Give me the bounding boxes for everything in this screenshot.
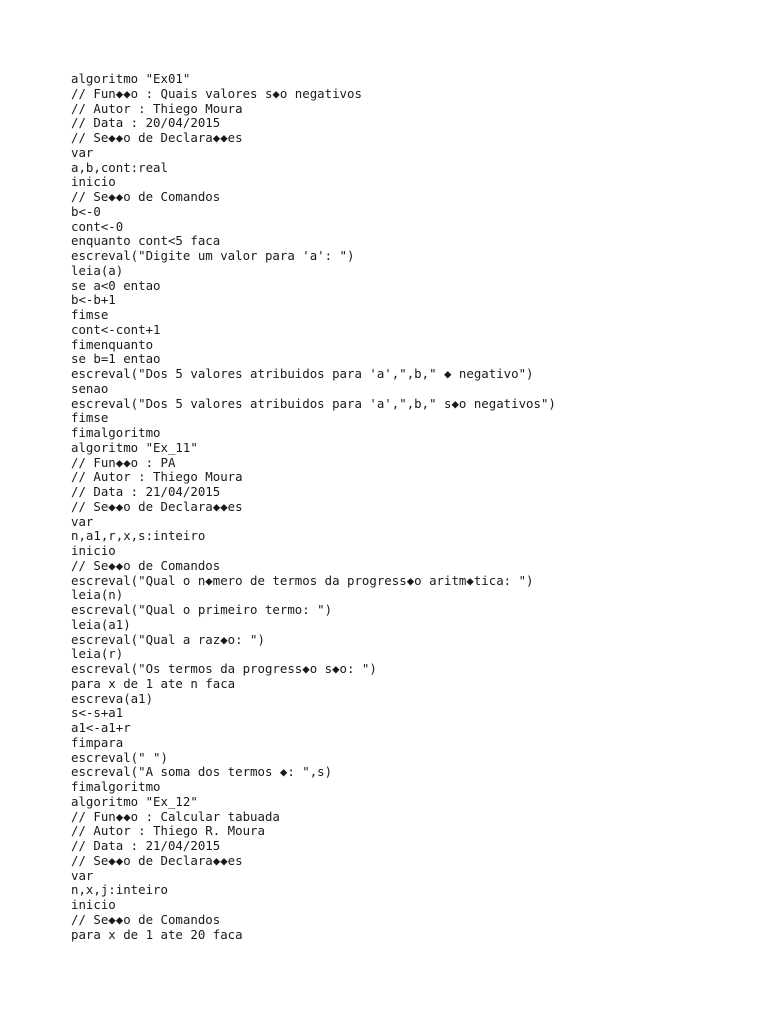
code-line: leia(r) [71, 646, 124, 662]
code-line: fimpara [71, 734, 124, 750]
code-line: fimalgoritmo [71, 425, 161, 440]
code-line: var [71, 144, 94, 160]
code-line: fimse [71, 410, 109, 426]
code-line: fimalgoritmo [71, 779, 161, 794]
code-line: escreval("Qual a raz◆o: ") [71, 631, 265, 647]
code-line: // Data : 21/04/2015 [71, 484, 221, 499]
code-line: escreval("Digite um valor para 'a': ") [71, 248, 355, 263]
code-line: n,a1,r,x,s:inteiro [71, 528, 206, 544]
code-line: // Autor : Thiego Moura [71, 469, 243, 485]
code-line: inicio [71, 543, 116, 558]
code-line: inicio [71, 897, 116, 912]
code-line: algoritmo "Ex01" [71, 71, 191, 86]
code-line: cont<-cont+1 [71, 321, 161, 337]
code-line: // Data : 20/04/2015 [71, 115, 221, 131]
code-line: escreval(" ") [71, 749, 168, 765]
code-line: var [71, 867, 94, 883]
code-line: se a<0 entao [71, 277, 161, 293]
code-line: escreva(a1) [71, 690, 154, 706]
code-line: leia(a) [71, 262, 124, 278]
code-line: b<-0 [71, 203, 101, 219]
code-line: a1<-a1+r [71, 720, 131, 735]
code-line: leia(a1) [71, 616, 131, 632]
code-line: // Fun◆◆o : Quais valores s◆o negativos [71, 85, 362, 101]
code-line: // Se◆◆o de Comandos [71, 911, 221, 927]
code-line: algoritmo "Ex_11" [71, 439, 198, 455]
code-line: cont<-0 [71, 218, 124, 234]
code-line: n,x,j:inteiro [71, 882, 168, 898]
code-line: // Fun◆◆o : Calcular tabuada [71, 808, 280, 824]
code-line: para x de 1 ate n faca [71, 675, 236, 691]
code-line: senao [71, 380, 109, 396]
code-line: leia(n) [71, 587, 124, 603]
code-line: // Se◆◆o de Comandos [71, 189, 221, 204]
code-line: escreval("Os termos da progress◆o s◆o: ") [71, 661, 377, 676]
code-line: // Se◆◆o de Declara◆◆es [71, 498, 243, 514]
code-line: escreval("A soma dos termos ◆: ",s) [71, 764, 333, 780]
code-line: s<-s+a1 [71, 705, 124, 721]
code-line: escreval("Dos 5 valores atribuidos para 'a',",b," s◆o negativos") [71, 395, 556, 411]
code-line: escreval("Dos 5 valores atribuidos para 'a',",b," ◆ negativo") [71, 366, 534, 381]
code-line: var [71, 513, 94, 529]
code-line: para x de 1 ate 20 faca [71, 926, 243, 942]
code-line: se b=1 entao [71, 351, 161, 367]
code-line: fimenquanto [71, 336, 154, 352]
code-line: escreval("Qual o primeiro termo: ") [71, 602, 333, 617]
code-line: a,b,cont:real [71, 159, 168, 175]
code-line: // Se◆◆o de Declara◆◆es [71, 852, 243, 868]
code-line: // Fun◆◆o : PA [71, 454, 176, 470]
code-line: // Autor : Thiego Moura [71, 100, 243, 116]
code-line: // Autor : Thiego R. Moura [71, 823, 265, 839]
code-listing [71, 72, 556, 942]
code-line: inicio [71, 174, 116, 190]
code-line: // Se◆◆o de Comandos [71, 557, 221, 573]
code-line: // Data : 21/04/2015 [71, 838, 221, 853]
code-line: fimse [71, 307, 109, 322]
code-line: b<-b+1 [71, 292, 116, 308]
code-line: algoritmo "Ex_12" [71, 793, 198, 809]
code-line: // Se◆◆o de Declara◆◆es [71, 130, 243, 145]
code-line: enquanto cont<5 faca [71, 233, 221, 249]
code-line: escreval("Qual o n◆mero de termos da progress◆o aritm◆tica: ") [71, 572, 534, 588]
